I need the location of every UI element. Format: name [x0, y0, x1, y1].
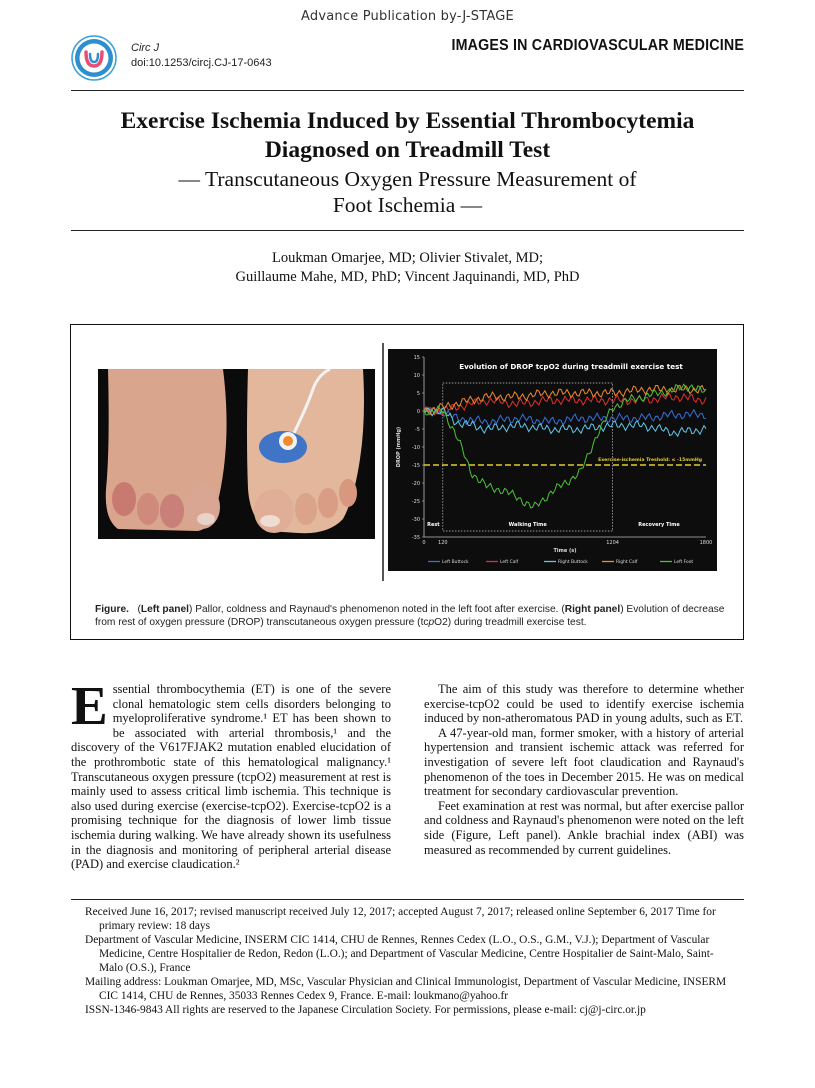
section-heading: IMAGES IN CARDIOVASCULAR MEDICINE — [451, 37, 744, 54]
caption-text-1: Pallor, coldness and Raynaud's phenomenon noted in the left foot after exercise. ( — [195, 604, 565, 615]
y-tick-label: -10 — [411, 444, 420, 451]
caption-text-3: O2) during treadmill exercise test. — [434, 617, 587, 628]
doi: doi:10.1253/circj.CJ-17-0643 — [131, 57, 272, 69]
x-tick-label: 1204 — [606, 540, 619, 546]
body-paragraph-1: ssential thrombocythemia (ET) is one of the severe clonal hematologic stem cells disorders belonging to myeloproliferative syndrome.¹ ET has been shown to be associated with arterial thrombosis,¹ and the discovery of the V617FJAK2 mutation enabled elucidation of the prothrombotic state of this hematological malignancy.¹ Transcutaneous oxygen pressure (tcpO2) measurement at rest is mainly used to assess critical limb ischemia. This technique is also used during exercise (exercise-tcpO2). Exercise-tcpO2 is a promising technique for the diagnosis of lower limb tissue ischemia during walking. We have already shown its usefulness in the diagnosis and monitoring of peripheral arterial disease (PAD) and exercise claudication.² — [71, 682, 391, 872]
phase-label-recovery: Recovery Time — [638, 522, 680, 528]
legend-label: Left Foot — [674, 560, 694, 565]
caption-text-2: ) Evolution of decrease from rest of oxygen pressure (DROP) transcutaneous oxygen pressure (tc — [95, 604, 725, 628]
authors-line-2: Guillaume Mahe, MD, PhD; Vincent Jaquinandi, MD, PhD — [235, 269, 580, 285]
author-list — [71, 249, 744, 287]
caption-italic-p: p — [428, 617, 435, 628]
y-tick-label: -15 — [411, 462, 420, 469]
x-tick-label: 1800 — [699, 540, 713, 546]
title-rule — [71, 230, 744, 231]
phase-label-walking: Walking Time — [508, 522, 547, 528]
journal-logo-icon — [71, 35, 117, 81]
legend-label: Right Calf — [616, 560, 638, 565]
legend-label: Left Buttock — [442, 560, 469, 565]
y-tick-label: 10 — [413, 372, 420, 379]
advance-publication-banner: Advance Publication by-J-STAGE — [301, 9, 514, 24]
subtitle-line-1: — Transcutaneous Oxygen Pressure Measurement of — [178, 167, 637, 191]
y-tick-label: 5 — [416, 390, 420, 397]
y-tick-label: -35 — [411, 534, 420, 541]
y-tick-label: -25 — [411, 498, 420, 505]
body-paragraph-4: Feet examination at rest was normal, but after exercise pallor and coldness and Raynaud's phenomenon were noted on the left side (Figure, Left panel). Ankle brachial index (ABI) was measured as recommended by current guidelines. — [424, 798, 744, 857]
footnote-mailing-address: Mailing address: Loukman Omarjee, MD, MSc, Vascular Physician and Clinical Immunologist, Department of Vascular Medicine, INSERM CIC 1414, CHU de Rennes, 35033 Rennes Cedex 9, France. E-mail: loukmano@yahoo.fr — [85, 976, 727, 1002]
legend-label: Right Buttock — [558, 560, 588, 565]
y-tick-label: -5 — [415, 426, 420, 433]
figure-divider — [382, 343, 384, 581]
caption-label: Figure. — [95, 604, 129, 615]
tcpo2-line-chart — [388, 349, 717, 571]
body-right-column — [424, 682, 744, 857]
y-tick-label: -20 — [411, 480, 420, 487]
x-axis-label: Time (s) — [553, 548, 577, 554]
title-line-2: Diagnosed on Treadmill Test — [264, 137, 551, 163]
title-line-1: Exercise Ischemia Induced by Essential Thrombocytemia — [120, 108, 695, 134]
footnotes — [85, 905, 735, 1017]
caption-left-panel-label: Left panel — [140, 604, 189, 615]
x-tick-label: 0 — [422, 540, 426, 546]
feet-photo — [98, 369, 375, 539]
legend-label: Left Calf — [500, 560, 519, 565]
chart-title: Evolution of DROP tcpO2 during treadmill exercise test — [459, 362, 683, 371]
body-left-column — [71, 675, 391, 872]
subtitle-line-2: Foot Ischemia — — [332, 193, 483, 217]
body-paragraph-2: The aim of this study was therefore to determine whether exercise-tcpO2 could be used to identify exercise ischemia induced by non-atheromatous PAD in young adults, such as ET. — [424, 682, 744, 726]
footnote-issn: ISSN-1346-9843 All rights are reserved to the Japanese Circulation Society. For permissions, please e-mail: cj@j-circ.or.jp — [85, 1004, 646, 1016]
footnote-department: Department of Vascular Medicine, INSERM CIC 1414, CHU de Rennes, Rennes Cedex (L.O., O.S., G.M., V.J.); Department of Vascular Medicine, Centre Hospitalier de Redon, Redon (L.O.); and Department of Vascular Medicine, Centre Hospitalier de Saint-Malo, Saint-Malo (O.S.), France — [85, 934, 714, 974]
figure-caption: Figure. (Left panel) Pallor, coldness and Raynaud's phenomenon noted in the left foot after exercise. (Right panel) Evolution of decrease from rest of oxygen pressure (DROP) transcutaneous oxygen pressure (tcpO2) during treadmill exercise test. — [95, 604, 725, 628]
phase-label-rest: Rest — [427, 522, 440, 528]
y-axis-label: DROP (mmHg) — [396, 426, 402, 468]
drop-cap: E — [71, 675, 108, 736]
journal-name: Circ J — [131, 42, 160, 54]
caption-right-panel-label: Right panel — [564, 604, 621, 615]
y-tick-label: 15 — [413, 354, 420, 361]
article-subtitle — [71, 166, 744, 218]
body-paragraph-3: A 47-year-old man, former smoker, with a history of arterial hypertension and transient ischemic attack was referred for investigation of severe left foot claudication and Raynaud's phenomenon of the toes in December 2015. He was on medical treatment for secondary cardiovascular prevention. — [424, 725, 744, 799]
threshold-label: Exercise-ischemia Treshold: ≤ -15mmHg — [598, 458, 702, 463]
x-tick-label: 120 — [438, 540, 448, 546]
footnote-rule — [71, 899, 744, 900]
header-rule — [71, 90, 744, 91]
y-tick-label: 0 — [416, 408, 420, 415]
footnote-received: Received June 16, 2017; revised manuscript received July 12, 2017; accepted August 7, 2017; released online September 6, 2017 Time for primary review: 18 days — [85, 906, 716, 932]
y-tick-label: -30 — [411, 516, 420, 523]
authors-line-1: Loukman Omarjee, MD; Olivier Stivalet, MD; — [271, 250, 544, 266]
article-title — [71, 107, 744, 165]
